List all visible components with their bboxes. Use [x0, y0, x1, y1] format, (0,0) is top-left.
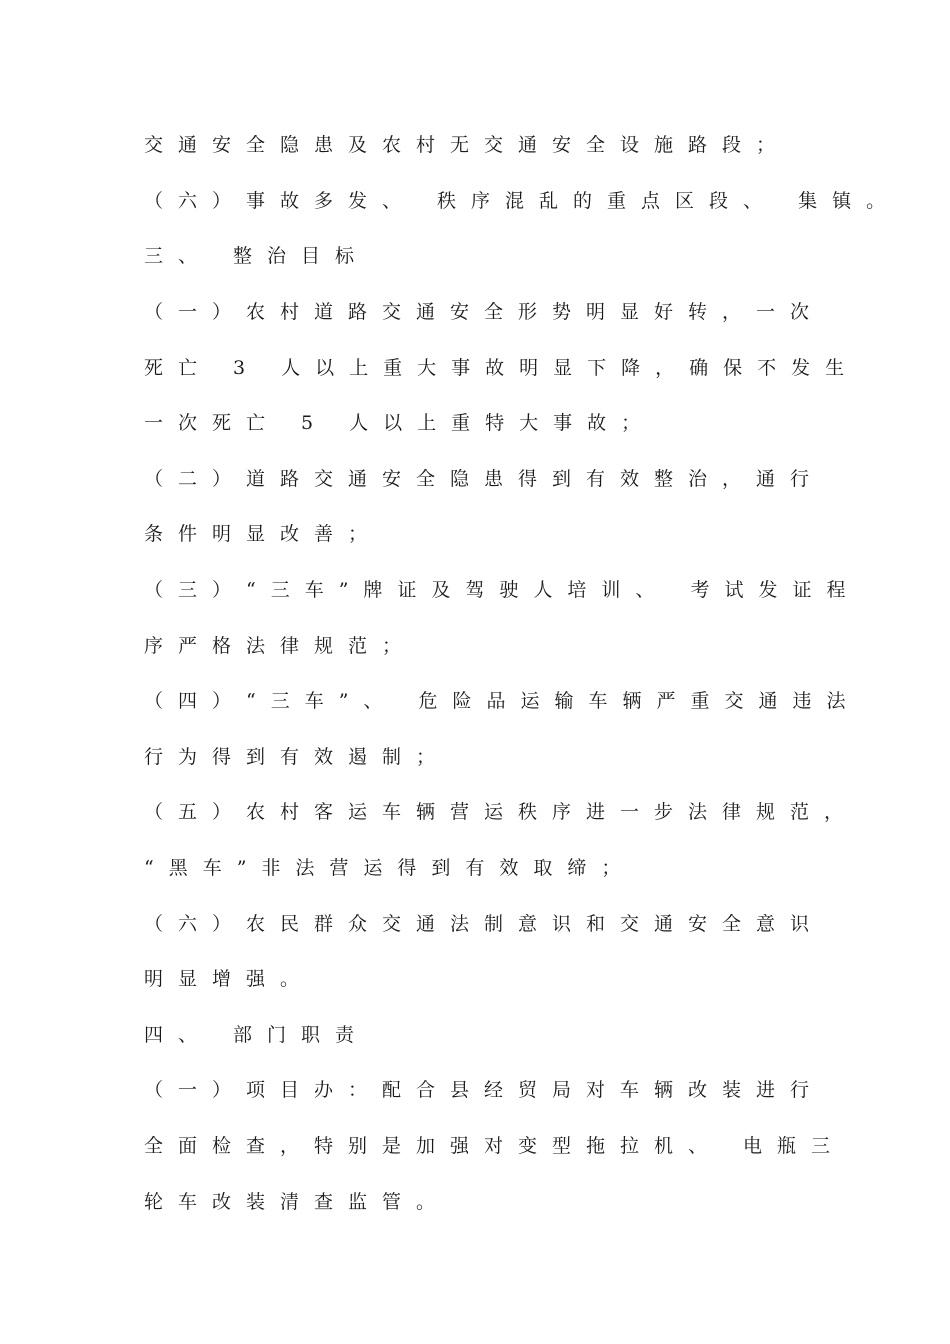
text-line-15: （六）农民群众交通法制意识和交通安全意识	[144, 913, 825, 935]
text-line-9: （三）“三车”牌证及驾驶人培训、 考试发证程	[144, 579, 861, 601]
text-line-4: （一）农村道路交通安全形势明显好转，一次	[144, 301, 825, 323]
text-line-5: 死亡 3 人以上重大事故明显下降，确保不发生	[144, 357, 860, 379]
text-line-11: （四）“三车”、 危险品运输车辆严重交通违法	[144, 690, 861, 712]
text-line-8: 条件明显改善；	[144, 523, 383, 545]
text-line-6: 一次死亡 5 人以上重特大事故；	[144, 412, 656, 434]
text-line-2: （六）事故多发、 秩序混乱的重点区段、 集镇。	[144, 190, 901, 212]
text-line-20: 轮车改装清查监管。	[144, 1191, 451, 1213]
text-line-12: 行为得到有效遏制；	[144, 746, 451, 768]
text-line-13: （五）农村客运车辆营运秩序进一步法律规范，	[144, 801, 859, 823]
text-line-7: （二）道路交通安全隐患得到有效整治，通行	[144, 468, 825, 490]
text-line-10: 序严格法律规范；	[144, 635, 417, 657]
text-line-14: “黑车”非法营运得到有效取缔；	[144, 857, 636, 879]
section-heading-goals: 三、 整治目标	[144, 245, 370, 267]
section-heading-duties: 四、 部门职责	[144, 1024, 370, 1046]
text-line-1: 交通安全隐患及农村无交通安全设施路段；	[144, 134, 791, 156]
text-line-19: 全面检查，特别是加强对变型拖拉机、 电瓶三	[144, 1135, 846, 1157]
text-line-16: 明显增强。	[144, 968, 315, 990]
text-line-18: （一）项目办：配合县经贸局对车辆改装进行	[144, 1079, 825, 1101]
